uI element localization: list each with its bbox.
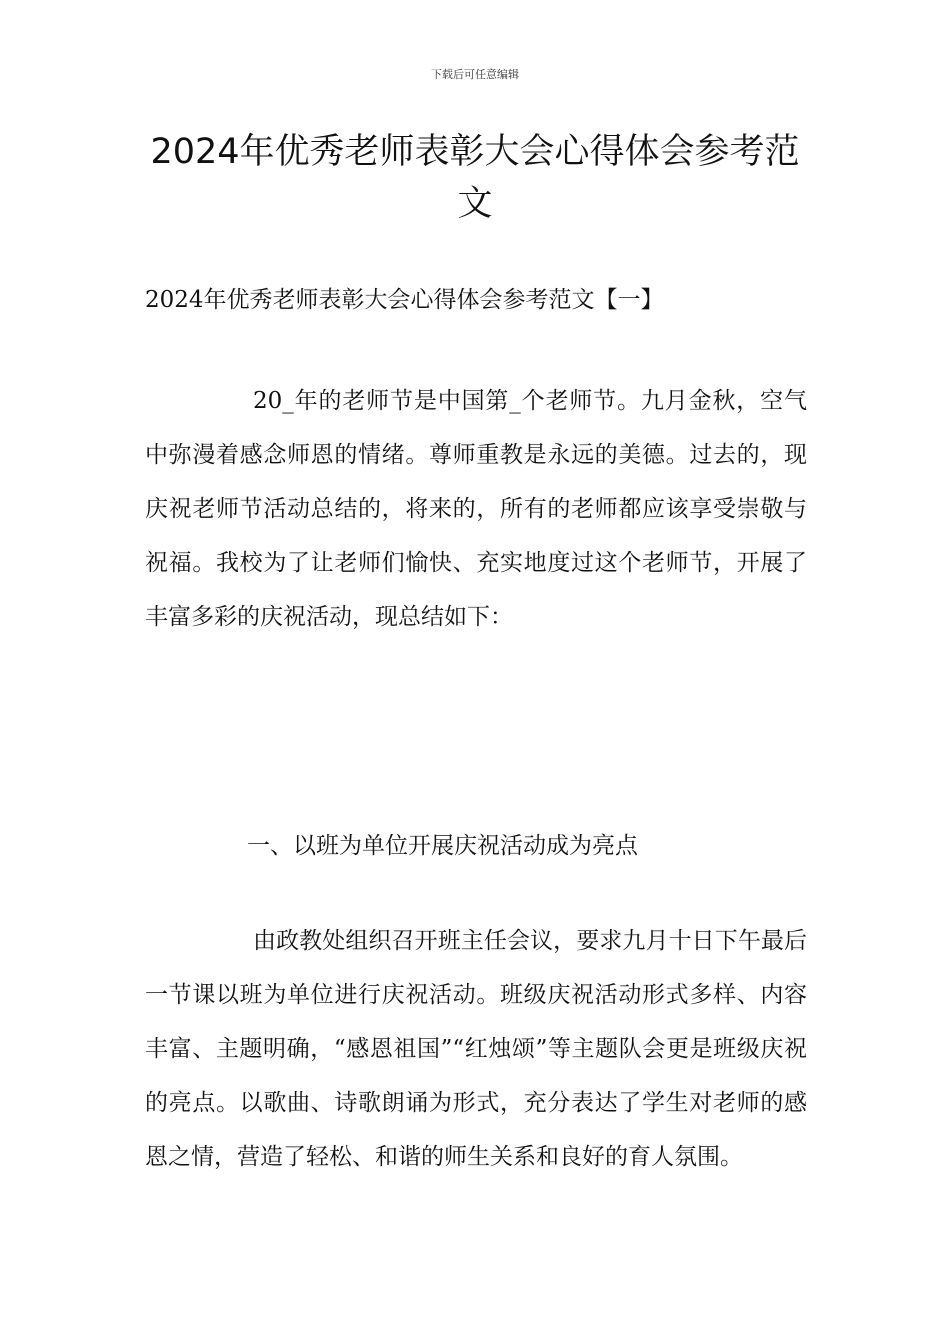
paragraph-class-activities: 由政教处组织召开班主任会议，要求九月十日下午最后一节课以班为单位进行庆祝活动。班级庆祝活动形式多样、内容丰富、主题明确，“感恩祖国”“红烛颂”等主题队会更是班级庆祝的亮点。以歌曲、诗歌朗诵为形式，充分表达了学生对老师的感恩之情，营造了轻松、和谐的师生关系和良好的育人氛围。 [145,928,807,1170]
document-title: 2024年优秀老师表彰大会心得体会参考范文 [150,132,800,224]
section-heading: 2024年优秀老师表彰大会心得体会参考范文【一】 [145,287,664,313]
header-note: 下载后可任意编辑 [431,68,519,81]
paragraph-intro: 20_年的老师节是中国第_个老师节。九月金秋，空气中弥漫着感念师恩的情绪。尊师重教是永远的美德。过去的，现庆祝老师节活动总结的，将来的，所有的老师都应该享受崇敬与祝福。我校为了让老师们愉快、充实地度过这个老师节，开展了丰富多彩的庆祝活动，现总结如下： [145,388,807,630]
subheading-class-activities: 一、以班为单位开展庆祝活动成为亮点 [247,833,638,859]
